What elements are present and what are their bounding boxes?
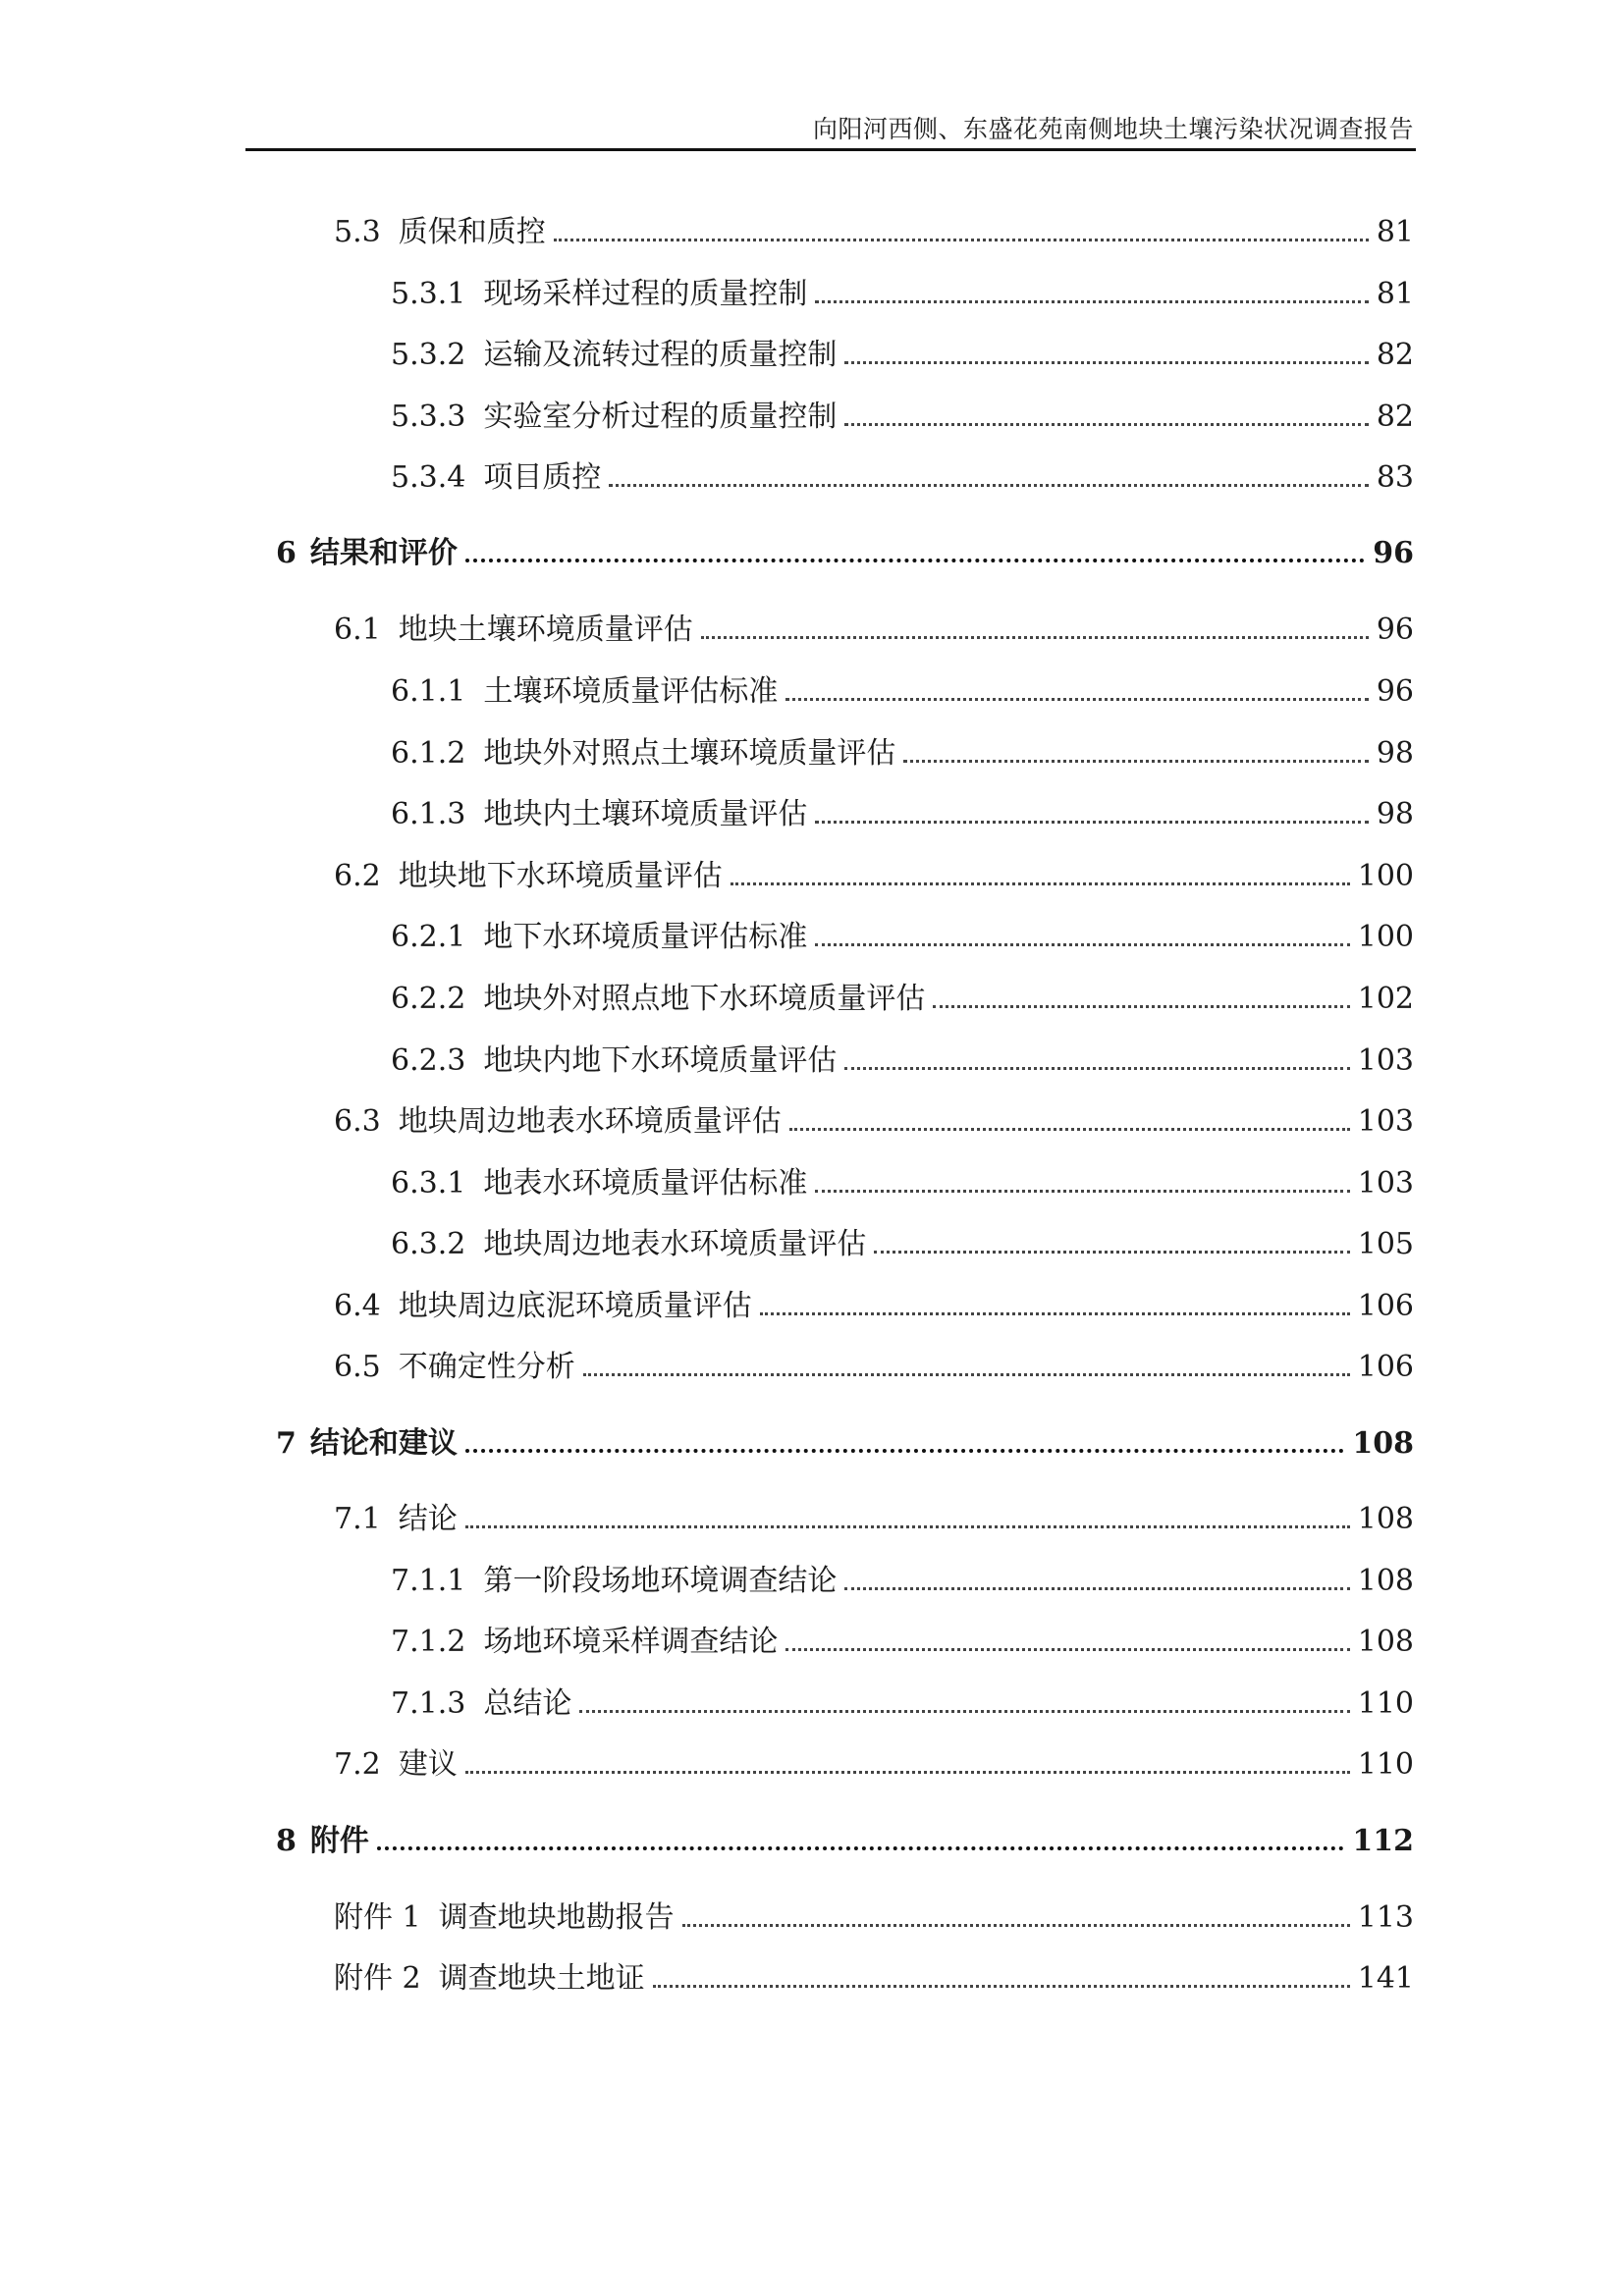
toc-page-number: 82 — [1376, 338, 1414, 372]
toc-entry-number: 5.3.2 — [391, 338, 466, 372]
toc-page-number: 108 — [1357, 1564, 1414, 1598]
toc-entry-label — [334, 1350, 575, 1384]
toc-entry-title: 地块内土壤环境质量评估 — [483, 797, 808, 831]
toc-entry-title: 结果和评价 — [309, 536, 458, 570]
toc-section-entry[interactable] — [0, 1088, 1414, 1137]
toc-dot-leader — [465, 1771, 1350, 1774]
toc-entry-label — [391, 338, 838, 372]
toc-entry-title: 现场采样过程的质量控制 — [483, 277, 808, 311]
toc-entry-title: 第一阶段场地环境调查结论 — [483, 1564, 838, 1598]
toc-subsection-entry[interactable] — [0, 260, 1414, 309]
toc-entry-number: 6.2 — [334, 859, 381, 893]
toc-entry-title: 土壤环境质量评估标准 — [483, 674, 779, 709]
toc-dot-leader — [815, 1190, 1349, 1193]
toc-entry-label — [334, 1289, 752, 1323]
toc-page-number: 105 — [1357, 1227, 1414, 1261]
toc-entry-title: 实验室分析过程的质量控制 — [483, 400, 838, 434]
toc-section-entry[interactable] — [0, 842, 1414, 891]
toc-dot-leader — [760, 1312, 1350, 1315]
toc-subsection-entry[interactable] — [0, 383, 1414, 432]
toc-dot-leader — [815, 300, 1368, 303]
toc-entry-title: 地块外对照点土壤环境质量评估 — [483, 736, 896, 771]
toc-entry-number: 6.4 — [334, 1289, 381, 1323]
toc-subsection-entry[interactable] — [0, 444, 1414, 493]
toc-dot-leader — [844, 361, 1368, 364]
toc-entry-number: 6.2.1 — [391, 920, 466, 954]
toc-dot-leader — [785, 698, 1368, 701]
toc-page-number: 83 — [1376, 460, 1414, 495]
toc-entry-label — [391, 1043, 838, 1078]
toc-subsection-entry[interactable] — [0, 658, 1414, 707]
toc-entry-label — [391, 982, 926, 1016]
toc-entry-title: 地块土壤环境质量评估 — [398, 613, 693, 647]
toc-section-entry[interactable] — [0, 1731, 1414, 1780]
toc-page-number: 81 — [1376, 277, 1414, 311]
toc-dot-leader — [682, 1924, 1350, 1927]
toc-dot-leader — [583, 1373, 1350, 1376]
toc-entry-number: 6.1.3 — [391, 797, 466, 831]
toc-page-number: 108 — [1357, 1625, 1414, 1659]
toc-subsection-entry[interactable] — [0, 1608, 1414, 1657]
toc-entry-number: 6.1.2 — [391, 736, 466, 771]
toc-page-number: 110 — [1357, 1747, 1414, 1782]
toc-page-number: 98 — [1376, 797, 1414, 831]
toc-section-entry[interactable] — [0, 198, 1414, 247]
toc-dot-leader — [785, 1648, 1349, 1651]
toc-dot-leader — [377, 1846, 1345, 1850]
toc-dot-leader — [844, 1587, 1349, 1590]
toc-entry-number: 7 — [276, 1426, 297, 1461]
toc-page-number: 100 — [1357, 859, 1414, 893]
toc-entry-number: 5.3.3 — [391, 400, 466, 434]
toc-entry-title: 建议 — [398, 1747, 458, 1782]
toc-subsection-entry[interactable] — [0, 1149, 1414, 1199]
toc-page-number: 103 — [1357, 1043, 1414, 1078]
toc-dot-leader — [874, 1251, 1349, 1254]
toc-chapter-entry[interactable] — [0, 519, 1414, 568]
toc-entry-label — [334, 1961, 645, 1996]
toc-entry-title: 项目质控 — [483, 460, 602, 495]
toc-entry-number: 7.1.2 — [391, 1625, 466, 1659]
toc-page-number: 100 — [1357, 920, 1414, 954]
toc-entry-title: 地块周边底泥环境质量评估 — [398, 1289, 752, 1323]
toc-entry-number: 8 — [276, 1824, 297, 1858]
toc-dot-leader — [609, 484, 1368, 487]
toc-entry-title: 总结论 — [483, 1686, 572, 1721]
toc-subsection-entry[interactable] — [0, 1210, 1414, 1259]
toc-subsection-entry[interactable] — [0, 965, 1414, 1014]
toc-page-number: 112 — [1352, 1824, 1414, 1858]
toc-section-entry[interactable] — [0, 596, 1414, 645]
toc-subsection-entry[interactable] — [0, 321, 1414, 370]
toc-entry-title: 地表水环境质量评估标准 — [483, 1166, 808, 1201]
toc-subsection-entry[interactable] — [0, 720, 1414, 769]
toc-entry-title: 地块外对照点地下水环境质量评估 — [483, 982, 926, 1016]
toc-entry-number: 6.1 — [334, 613, 381, 647]
toc-entry-label — [391, 674, 779, 709]
toc-entry-label — [391, 402, 837, 432]
toc-page-number: 96 — [1376, 674, 1414, 709]
toc-entry-label — [334, 215, 546, 249]
toc-entry-title: 地块周边地表水环境质量评估 — [483, 1227, 867, 1261]
toc-entry-title: 运输及流转过程的质量控制 — [483, 338, 838, 372]
toc-dot-leader — [701, 636, 1369, 639]
toc-page-number: 108 — [1357, 1502, 1414, 1536]
toc-entry-title: 质保和质控 — [398, 215, 546, 249]
toc-entry-title: 地块内地下水环境质量评估 — [483, 1043, 838, 1078]
toc-entry-title: 场地环境采样调查结论 — [483, 1625, 779, 1659]
toc-entry-title: 结论和建议 — [309, 1426, 458, 1461]
toc-entry-label — [391, 1686, 572, 1721]
toc-dot-leader — [579, 1710, 1349, 1713]
toc-dot-leader — [731, 882, 1350, 885]
toc-entry-label — [276, 536, 458, 570]
toc-entry-number: 7.1.1 — [391, 1564, 466, 1598]
toc-dot-leader — [554, 239, 1369, 241]
toc-entry-number: 6 — [276, 536, 297, 570]
toc-chapter-entry[interactable] — [0, 1807, 1414, 1856]
toc-page-number: 103 — [1357, 1166, 1414, 1201]
toc-section-entry[interactable] — [0, 1272, 1414, 1321]
toc-entry-label — [276, 1426, 458, 1461]
toc-page-number: 81 — [1376, 215, 1414, 249]
toc-entry-title: 不确定性分析 — [398, 1350, 575, 1384]
toc-entry-title: 附件 — [309, 1824, 369, 1858]
toc-entry-label — [391, 1625, 779, 1659]
toc-dot-leader — [844, 1067, 1349, 1070]
toc-entry-title: 调查地块地勘报告 — [438, 1900, 675, 1935]
toc-entry-label — [334, 1104, 782, 1139]
toc-page-number: 102 — [1357, 982, 1414, 1016]
toc-section-entry[interactable] — [0, 1485, 1414, 1534]
toc-dot-leader — [653, 1985, 1350, 1988]
toc-section-entry[interactable] — [0, 1333, 1414, 1382]
toc-entry-number: 5.3.4 — [391, 460, 466, 495]
toc-dot-leader — [789, 1128, 1350, 1131]
toc-dot-leader — [815, 943, 1349, 946]
toc-entry-title: 地块地下水环境质量评估 — [398, 859, 723, 893]
toc-page-number: 96 — [1373, 536, 1414, 570]
toc-entry-number: 6.3.2 — [391, 1227, 466, 1261]
toc-page-number: 141 — [1357, 1961, 1414, 1996]
toc-entry-title: 调查地块土地证 — [438, 1961, 645, 1996]
toc-dot-leader — [465, 559, 1365, 562]
toc-entry-label — [391, 277, 808, 311]
toc-entry-label — [391, 797, 808, 831]
toc-entry-number: 7.2 — [334, 1747, 381, 1782]
toc-entry-label — [391, 1564, 838, 1598]
toc-dot-leader — [903, 760, 1368, 763]
toc-entry-number: 5.3 — [334, 215, 381, 249]
toc-entry-label — [334, 1900, 675, 1935]
header-rule — [245, 148, 1416, 151]
toc-page-number: 108 — [1352, 1426, 1414, 1461]
toc-entry-title: 结论 — [398, 1502, 458, 1536]
toc-dot-leader — [933, 1005, 1349, 1008]
toc-entry-number: 附件 1 — [334, 1900, 421, 1935]
toc-subsection-entry[interactable] — [0, 903, 1414, 952]
toc-dot-leader — [465, 1449, 1345, 1453]
toc-entry-number: 5.3.1 — [391, 277, 466, 311]
toc-page-number: 106 — [1357, 1350, 1414, 1384]
toc-entry-label — [276, 1824, 369, 1858]
toc-entry-number: 6.3 — [334, 1104, 381, 1139]
running-header: 向阳河西侧、东盛花苑南侧地块土壤污染状况调查报告 — [812, 115, 1414, 143]
toc-entry-label — [391, 736, 896, 771]
toc-subsection-entry[interactable] — [0, 1027, 1414, 1076]
toc-chapter-entry[interactable] — [0, 1410, 1414, 1459]
toc-entry-label — [334, 615, 693, 645]
toc-page-number: 96 — [1376, 613, 1414, 647]
toc-entry-number: 6.2.2 — [391, 982, 466, 1016]
toc-section-entry[interactable] — [0, 1884, 1414, 1933]
toc-entry-number: 6.2.3 — [391, 1043, 466, 1078]
toc-page-number: 113 — [1357, 1900, 1414, 1935]
toc-entry-label — [334, 859, 723, 893]
toc-dot-leader — [465, 1525, 1350, 1528]
toc-entry-label — [334, 1747, 458, 1782]
toc-dot-leader — [844, 423, 1368, 426]
toc-page-number: 106 — [1357, 1289, 1414, 1323]
toc-entry-number: 7.1.3 — [391, 1686, 466, 1721]
toc-section-entry[interactable] — [0, 1945, 1414, 1994]
toc-entry-label — [391, 460, 602, 495]
toc-entry-number: 6.5 — [334, 1350, 381, 1384]
toc-entry-number: 6.1.1 — [391, 674, 466, 709]
toc-entry-title: 地块周边地表水环境质量评估 — [398, 1104, 782, 1139]
toc-entry-number: 附件 2 — [334, 1961, 421, 1996]
toc-entry-number: 7.1 — [334, 1502, 381, 1536]
toc-entry-label — [391, 920, 808, 954]
toc-entry-title: 地下水环境质量评估标准 — [483, 920, 808, 954]
toc-entry-label — [334, 1502, 458, 1536]
toc-entry-label — [391, 1227, 867, 1261]
toc-page-number: 98 — [1376, 736, 1414, 771]
toc-dot-leader — [815, 821, 1368, 824]
toc-subsection-entry[interactable] — [0, 1547, 1414, 1596]
toc-page-number: 110 — [1357, 1686, 1414, 1721]
toc-subsection-entry[interactable] — [0, 780, 1414, 829]
toc-page-number: 103 — [1357, 1104, 1414, 1139]
toc-entry-number: 6.3.1 — [391, 1166, 466, 1201]
toc-page-number: 82 — [1376, 400, 1414, 434]
toc-subsection-entry[interactable] — [0, 1670, 1414, 1719]
toc-entry-label — [391, 1166, 808, 1201]
